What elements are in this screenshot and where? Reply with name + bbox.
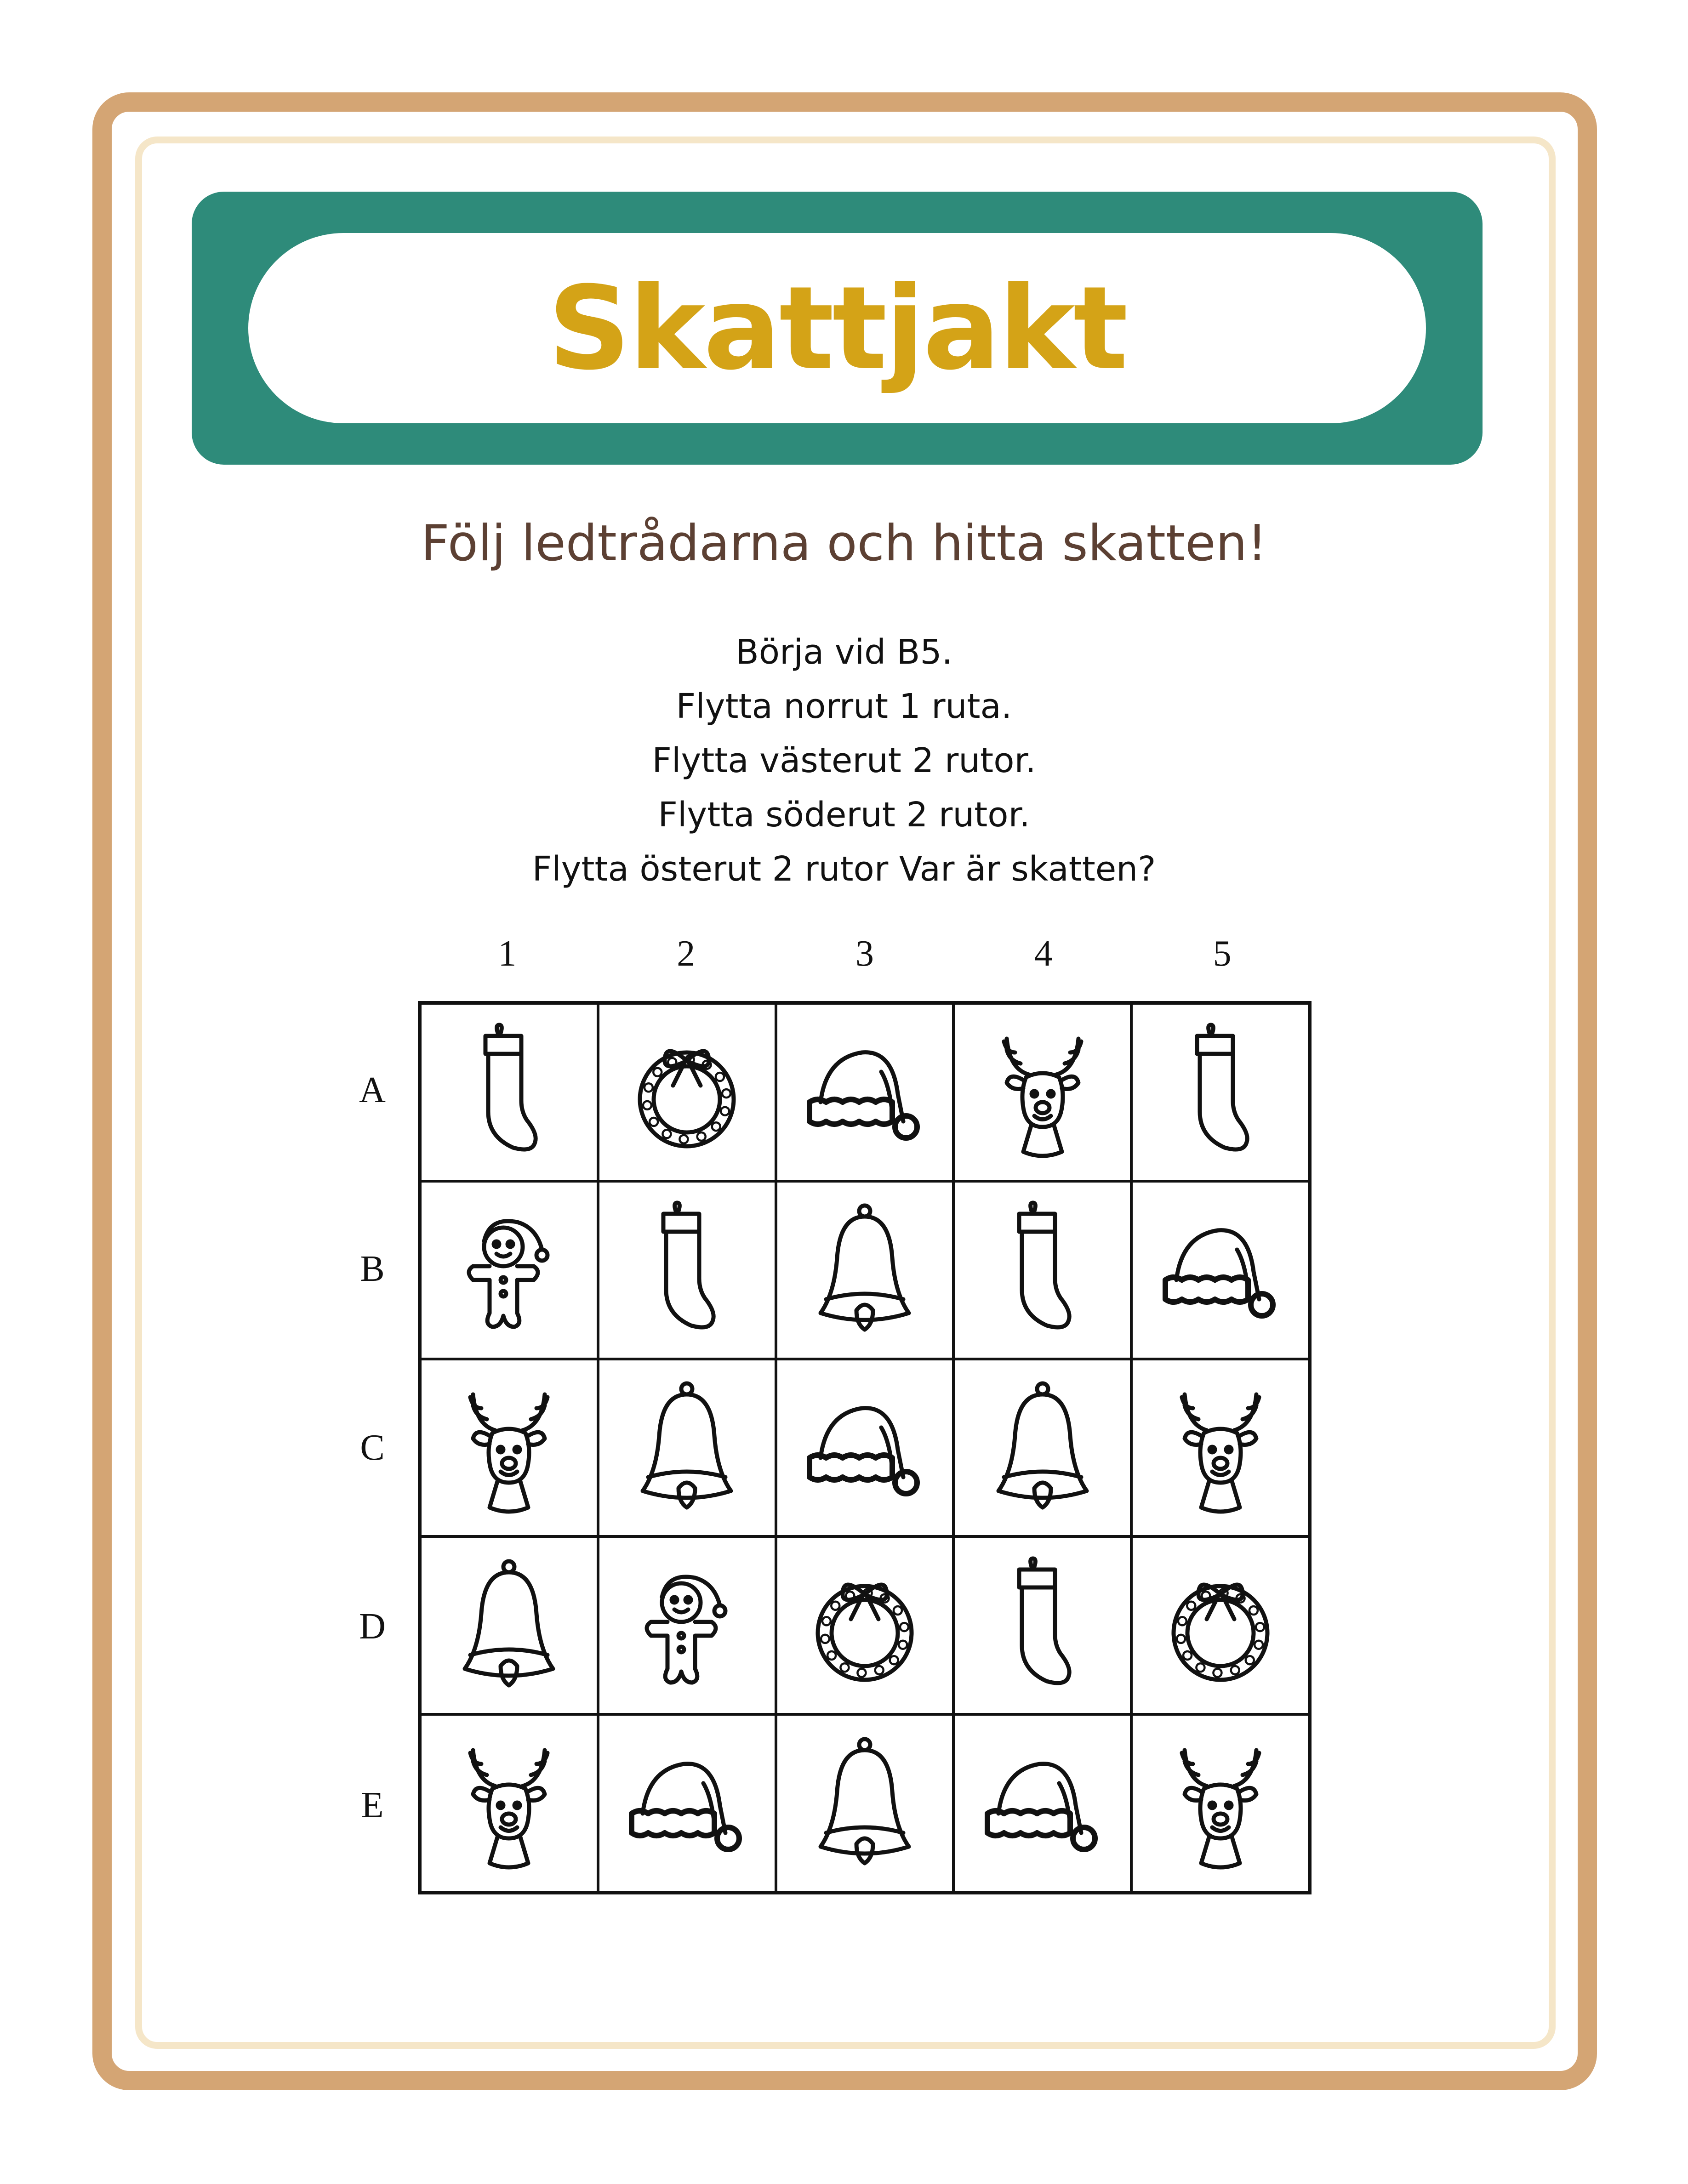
page-title: Skattjakt: [547, 261, 1127, 395]
grid-cell-D5: [1131, 1536, 1309, 1714]
reindeer-icon: [1152, 1734, 1289, 1873]
grid-cell-E1: [420, 1714, 598, 1892]
row-label: C: [360, 1428, 385, 1468]
grid-cell-B5: [1131, 1181, 1309, 1359]
reindeer-icon: [1152, 1378, 1289, 1518]
bell-icon: [618, 1378, 756, 1518]
wreath-icon: [618, 1022, 756, 1162]
grid-cell-E2: [598, 1714, 776, 1892]
treasure-grid: [418, 1001, 1312, 1894]
grid-cell-E4: [953, 1714, 1131, 1892]
title-pill: [248, 233, 1426, 423]
column-label: 5: [1213, 933, 1232, 974]
stocking-icon: [974, 1556, 1112, 1695]
clue: Börja vid B5.: [735, 632, 953, 672]
grid-cell-D1: [420, 1536, 598, 1714]
grid-cell-D3: [776, 1536, 954, 1714]
row-label: D: [359, 1606, 386, 1647]
grid-cell-A3: [776, 1003, 954, 1181]
santa-hat-icon: [796, 1022, 934, 1162]
clue-list: [0, 625, 1688, 896]
gingerbread-icon: [618, 1556, 756, 1695]
column-label: 3: [855, 933, 874, 974]
stocking-icon: [1152, 1022, 1289, 1162]
grid-cell-E5: [1131, 1714, 1309, 1892]
grid-cell-B2: [598, 1181, 776, 1359]
wreath-icon: [1152, 1556, 1289, 1695]
gingerbread-icon: [440, 1200, 578, 1340]
santa-hat-icon: [618, 1734, 756, 1873]
subtitle: Följ ledtrådarna och hitta skatten!: [421, 515, 1267, 572]
column-label: 1: [498, 933, 517, 974]
column-label: 2: [677, 933, 696, 974]
grid-cell-D4: [953, 1536, 1131, 1714]
grid-cell-C2: [598, 1359, 776, 1537]
clue: Flytta söderut 2 rutor.: [658, 795, 1030, 835]
grid-cell-B3: [776, 1181, 954, 1359]
bell-icon: [440, 1556, 578, 1695]
bell-icon: [974, 1378, 1112, 1518]
grid-cell-A2: [598, 1003, 776, 1181]
grid-cell-C3: [776, 1359, 954, 1537]
grid-cell-C5: [1131, 1359, 1309, 1537]
clue: Flytta västerut 2 rutor.: [652, 741, 1036, 780]
column-labels: [418, 933, 1312, 975]
stocking-icon: [440, 1022, 578, 1162]
wreath-icon: [796, 1556, 934, 1695]
grid-cell-E3: [776, 1714, 954, 1892]
reindeer-icon: [440, 1734, 578, 1873]
grid-cell-A1: [420, 1003, 598, 1181]
bell-icon: [796, 1200, 934, 1340]
grid-cell-A5: [1131, 1003, 1309, 1181]
grid-cell-B1: [420, 1181, 598, 1359]
clue: Flytta österut 2 rutor Var är skatten?: [532, 849, 1156, 889]
santa-hat-icon: [1152, 1200, 1289, 1340]
reindeer-icon: [974, 1022, 1112, 1162]
bell-icon: [796, 1734, 934, 1873]
stocking-icon: [618, 1200, 756, 1340]
row-label: E: [361, 1785, 384, 1826]
row-label: A: [359, 1070, 386, 1110]
grid-cell-C4: [953, 1359, 1131, 1537]
column-label: 4: [1034, 933, 1053, 974]
stocking-icon: [974, 1200, 1112, 1340]
row-label: B: [360, 1249, 385, 1289]
santa-hat-icon: [974, 1734, 1112, 1873]
grid-cell-C1: [420, 1359, 598, 1537]
row-labels: [349, 1001, 395, 1895]
clue: Flytta norrut 1 ruta.: [676, 687, 1012, 726]
reindeer-icon: [440, 1378, 578, 1518]
grid-cell-D2: [598, 1536, 776, 1714]
grid-cell-B4: [953, 1181, 1131, 1359]
santa-hat-icon: [796, 1378, 934, 1518]
grid-cell-A4: [953, 1003, 1131, 1181]
